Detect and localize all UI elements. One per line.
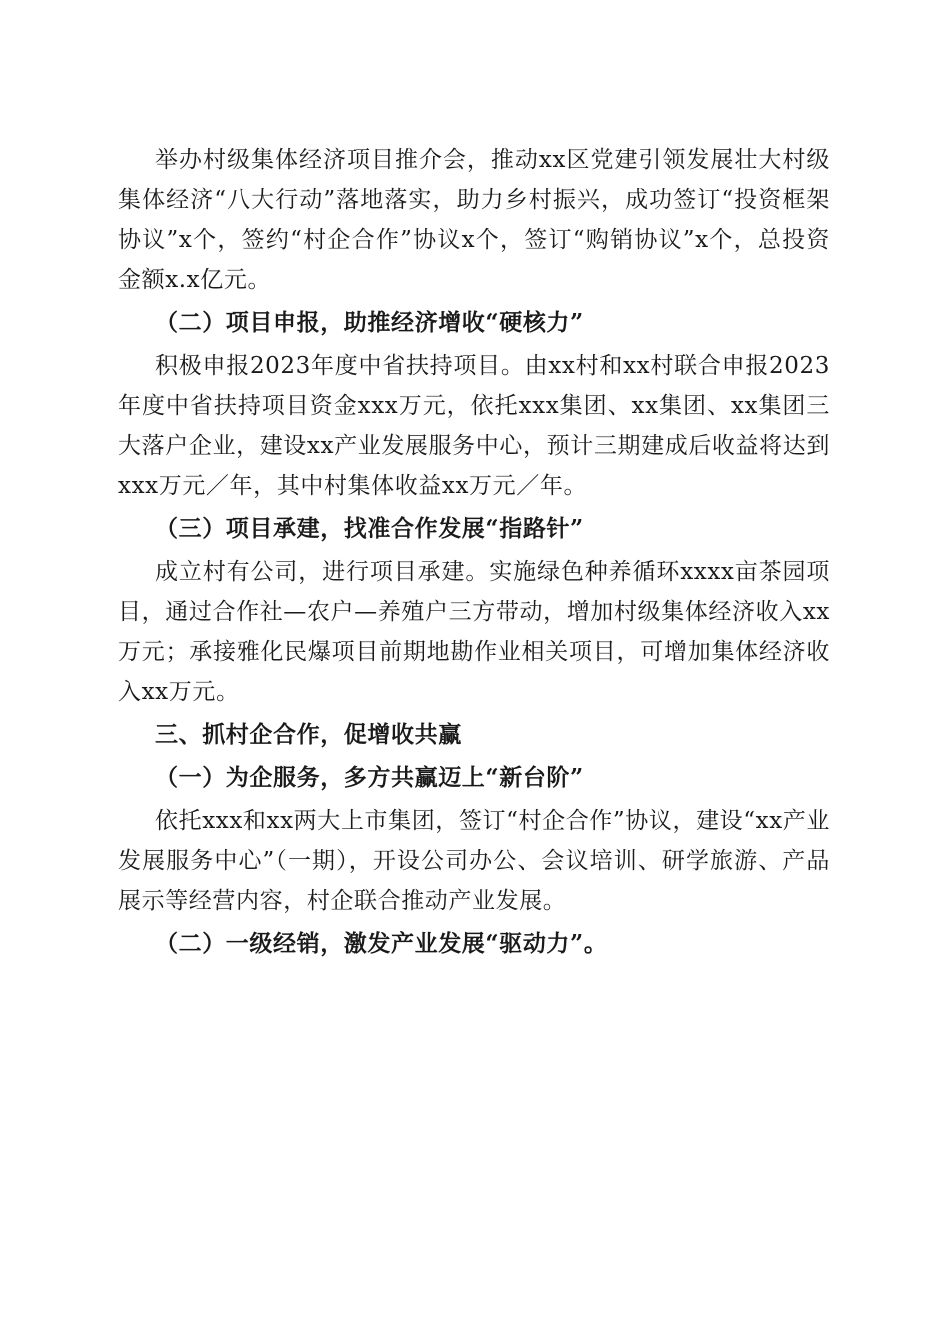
document-page <box>118 140 830 967</box>
subheading-project-construction: （三）项目承建，找准合作发展“指路针” <box>155 515 584 542</box>
paragraph-enterprise-service: 依托xxx和xx两大上市集团，签订“村企合作”协议，建设“xx产业发展服务中心”（一期），开设公司办公、会议培训、研学旅游、产品展示等经营内容，村企联合推动产业发展。 <box>118 808 830 914</box>
heading-village-enterprise-cooperation: 三、抓村企合作，促增收共赢 <box>155 722 462 748</box>
subheading-project-application: （二）项目申报，助推经济增收“硬核力” <box>155 309 584 336</box>
paragraph-project-construction: 成立村有公司，进行项目承建。实施绿色种养循环xxxx亩茶园项目，通过合作社—农户—养殖户三方带动，增加村级集体经济收入xx万元；承接雅化民爆项目前期地勘作业相关项目，可增加集体经济收入xx万元。 <box>118 559 830 705</box>
paragraph-project-application: 积极申报2023年度中省扶持项目。由xx村和xx村联合申报2023年度中省扶持项目资金xxx万元，依托xxx集团、xx集团、xx集团三大落户企业，建设xx产业发展服务中心，预计三期建成后收益将达到xxx万元／年，其中村集体收益xx万元／年。 <box>118 353 830 499</box>
subheading-primary-distribution: （二）一级经销，激发产业发展“驱动力”。 <box>155 930 608 957</box>
subheading-enterprise-service: （一）为企服务，多方共赢迈上“新台阶” <box>155 764 584 791</box>
paragraph-investment-meeting: 举办村级集体经济项目推介会，推动xx区党建引领发展壮大村级集体经济“八大行动”落地落实，助力乡村振兴，成功签订“投资框架协议”x个，签约“村企合作”协议x个，签订“购销协议”x个，总投资金额x.x亿元。 <box>118 147 830 293</box>
